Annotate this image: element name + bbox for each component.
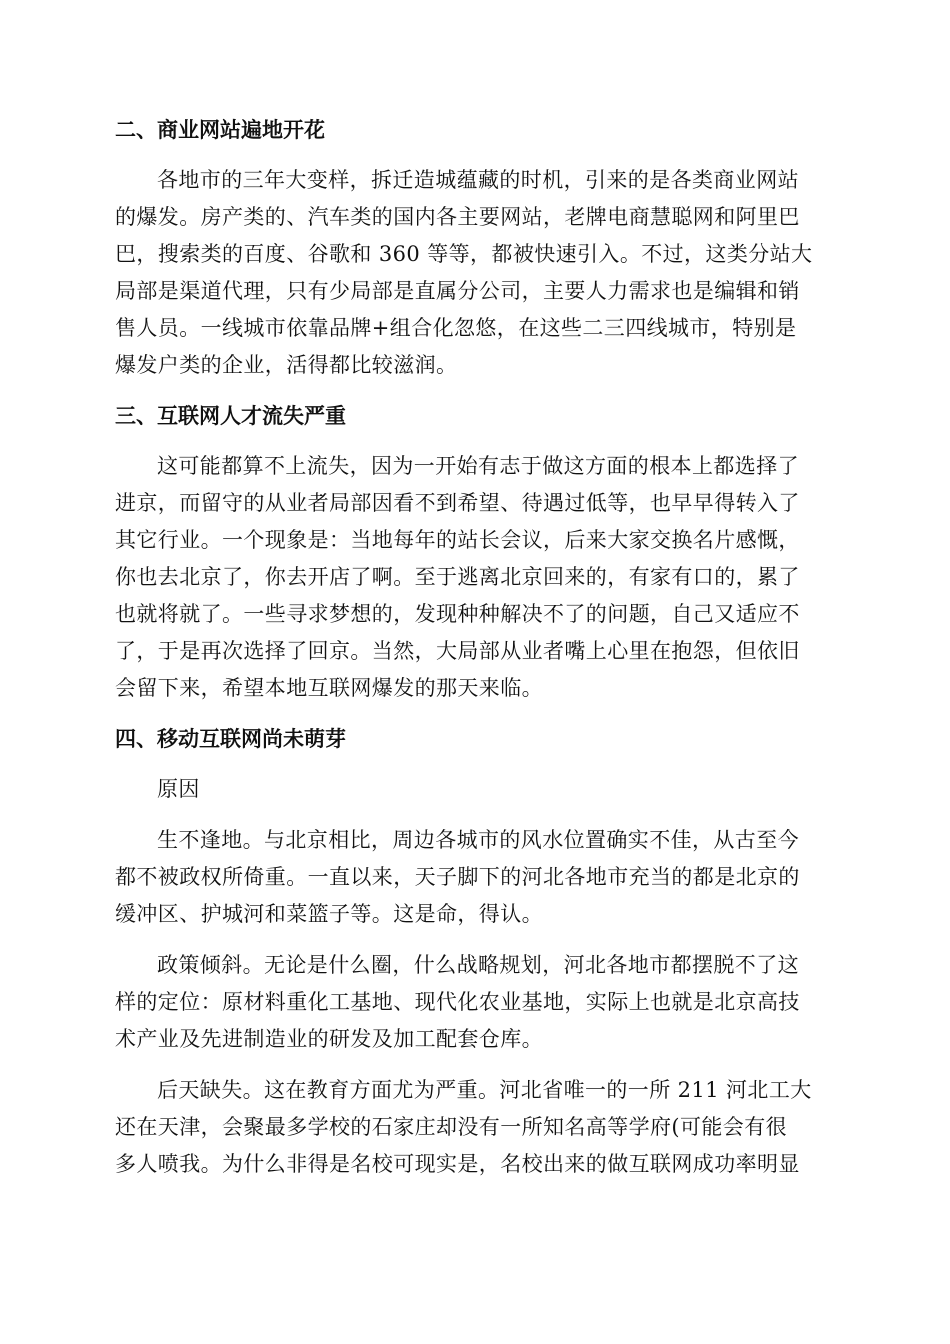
paragraph-reason (115, 771, 835, 808)
text-line: 政策倾斜。无论是什么圈，什么战略规划，河北各地市都摆脱不了这 (157, 953, 799, 977)
text-line: 这可能都算不上流失，因为一开始有志于做这方面的根本上都选择了 (157, 454, 799, 478)
text-line: 爆发户类的企业，活得都比较滋润。 (115, 353, 458, 377)
section-heading-3: 三、互联网人才流失严重 (115, 404, 346, 428)
text-line: 了，于是再次选择了回京。当然，大局部从业者嘴上心里在抱怨，但依旧 (115, 639, 800, 663)
text-line: 售人员。一线城市依靠品牌+组合化忽悠，在这些二三四线城市，特别是 (115, 316, 797, 340)
text-line: 样的定位：原材料重化工基地、现代化农业基地，实际上也就是北京高技 (115, 990, 800, 1014)
text-line: 进京，而留守的从业者局部因看不到希望、待遇过低等，也早早得转入了 (115, 491, 800, 515)
text-line: 其它行业。一个现象是：当地每年的站长会议，后来大家交换名片感慨， (115, 528, 800, 552)
text-line: 各地市的三年大变样，拆迁造城蕴藏的时机，引来的是各类商业网站 (157, 168, 799, 192)
text-line: 原因 (157, 777, 200, 801)
text-line: 的爆发。房产类的、汽车类的国内各主要网站，老牌电商慧聪网和阿里巴 (115, 205, 800, 229)
text-line: 生不逢地。与北京相比，周边各城市的风水位置确实不佳，从古至今 (157, 828, 799, 852)
text-line: 术产业及先进制造业的研发及加工配套仓库。 (115, 1027, 543, 1051)
paragraph-talent-loss (115, 448, 835, 707)
text-line: 都不被政权所倚重。一直以来，天子脚下的河北各地市充当的都是北京的 (115, 865, 800, 889)
section-heading-2: 二、商业网站遍地开花 (115, 118, 325, 142)
paragraph-education (115, 1072, 835, 1183)
text-line: 多人喷我。为什么非得是名校可现实是，名校出来的做互联网成功率明显 (115, 1152, 800, 1176)
text-line: 会留下来，希望本地互联网爆发的那天来临。 (115, 676, 543, 700)
paragraph-location (115, 822, 835, 933)
text-line: 巴，搜索类的百度、谷歌和 360 等等，都被快速引入。不过，这类分站大 (115, 242, 813, 266)
paragraph-policy (115, 947, 835, 1058)
text-line: 缓冲区、护城河和菜篮子等。这是命，得认。 (115, 902, 543, 926)
text-line: 你也去北京了，你去开店了啊。至于逃离北京回来的，有家有口的，累了 (115, 565, 800, 589)
text-line: 后天缺失。这在教育方面尤为严重。河北省唯一的一所 211 河北工大 (157, 1078, 812, 1102)
text-line: 也就将就了。一些寻求梦想的，发现种种解决不了的问题，自己又适应不 (115, 602, 800, 626)
text-line: 还在天津，会聚最多学校的石家庄却没有一所知名高等学府(可能会有很 (115, 1115, 787, 1139)
paragraph-commercial-sites (115, 162, 835, 384)
text-line: 局部是渠道代理，只有少局部是直属分公司，主要人力需求也是编辑和销 (115, 279, 800, 303)
section-heading-4: 四、移动互联网尚未萌芽 (115, 727, 346, 751)
document-page (115, 112, 835, 1183)
